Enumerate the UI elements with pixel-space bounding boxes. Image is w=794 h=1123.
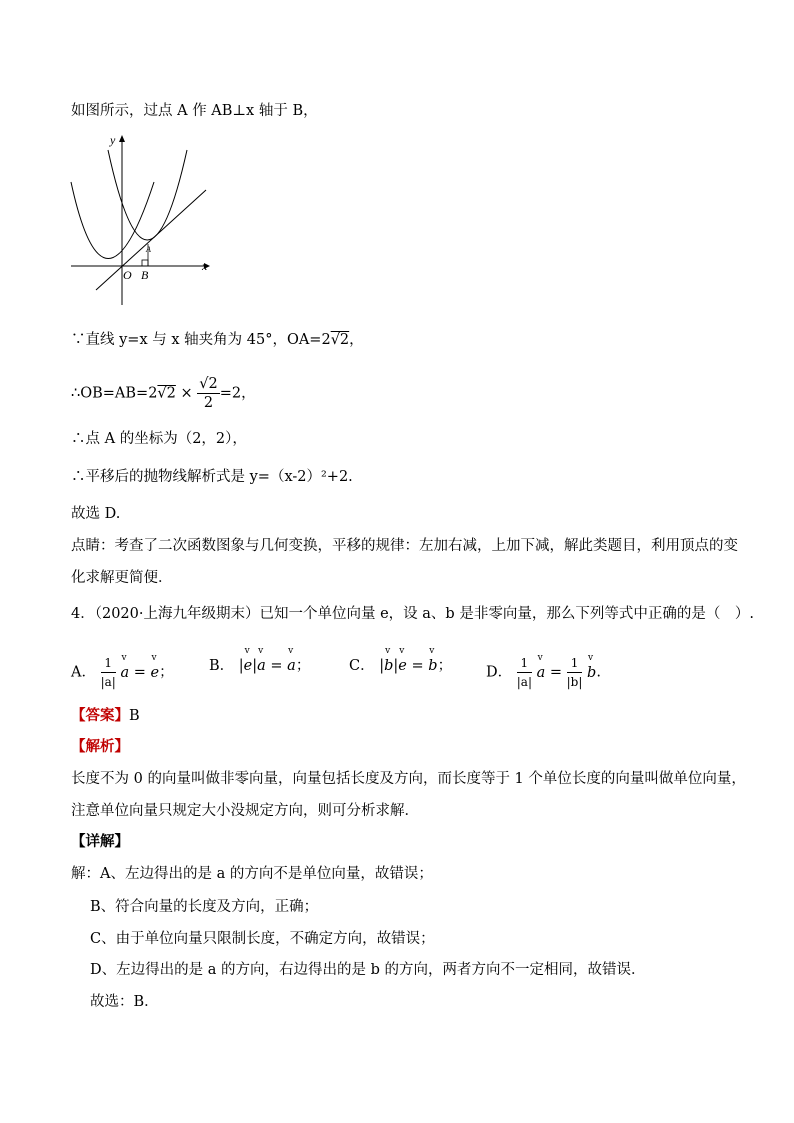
fraction-den: 2 bbox=[203, 395, 214, 411]
option-a-frac: $\frac{1}{|a|}$ bbox=[100, 656, 116, 689]
analysis-1: 长度不为 0 的向量叫做非零向量，向量包括长度及方向，而长度等于 1 个单位长度的向量叫做单位向量， bbox=[71, 771, 746, 787]
sqrt-term: √2 bbox=[330, 332, 350, 348]
detail-tag: 【详解】 bbox=[71, 833, 129, 850]
line-ob-end: =2， bbox=[219, 385, 256, 402]
translated-parabola bbox=[108, 150, 187, 240]
detail-1: 解：A、左边得出的是 a 的方向不是单位向量，故错误； bbox=[71, 866, 433, 882]
analysis-tag: 【解析】 bbox=[71, 738, 129, 755]
parabola-graph bbox=[66, 130, 216, 305]
option-d-label: D． bbox=[486, 664, 513, 681]
answer-value: B bbox=[129, 708, 140, 724]
fraction bbox=[197, 375, 219, 412]
option-b-label: B． bbox=[209, 658, 235, 674]
detail-5: 故选：B． bbox=[90, 994, 159, 1010]
option-c: C． |v b|v e = v b； bbox=[349, 654, 452, 675]
option-d: D． $\frac{1}{|a|}$ v a = $\frac{1}{|b|}$ v b. bbox=[486, 654, 601, 691]
line-angle-text: ∵直线 y=x 与 x 轴夹角为 45°，OA=2 bbox=[71, 332, 331, 348]
analysis-2: 注意单位向量只规定大小没规定方向，则可分析求解． bbox=[71, 803, 419, 819]
right-angle-mark bbox=[142, 260, 148, 266]
intro-line: 如图所示，过点 A 作 AB⊥x 轴于 B， bbox=[71, 103, 318, 119]
line-comment-2: 化求解更简便． bbox=[71, 570, 173, 586]
option-a-label: A． bbox=[71, 664, 96, 681]
line-ob-text: ∴OB=AB=2 bbox=[71, 385, 158, 402]
line-parabola: ∴平移后的抛物线解析式是 y=（x-2）²+2. bbox=[71, 469, 353, 485]
option-b: B． |v e|v a = v a； bbox=[209, 654, 310, 675]
option-a: A． $\frac{1}{|a|}$ v a = v e； bbox=[71, 654, 174, 691]
fraction-num: √2 bbox=[199, 376, 218, 392]
detail-2: B、符合向量的长度及方向，正确； bbox=[90, 899, 319, 915]
answer-line bbox=[71, 706, 140, 726]
times-sign: × bbox=[180, 385, 193, 402]
line-comment-1: 点睛：考查了二次函数图象与几何变换，平移的规律：左加右减，上加下减，解此类题目，利用顶点的变 bbox=[71, 538, 738, 554]
answer-tag: 【答案】 bbox=[71, 707, 129, 724]
y-axis-arrow bbox=[119, 135, 125, 142]
line-choose-d: 故选 D. bbox=[71, 506, 121, 522]
line-point-a: ∴点 A 的坐标为（2，2）， bbox=[71, 431, 247, 447]
line-y-eq-x bbox=[96, 190, 206, 290]
option-c-label: C． bbox=[349, 658, 375, 674]
original-parabola bbox=[71, 182, 154, 259]
line-angle-end: ， bbox=[349, 332, 364, 348]
label-x: x bbox=[202, 259, 208, 273]
label-b: B bbox=[141, 268, 149, 282]
line-angle bbox=[71, 330, 364, 350]
line-ob bbox=[71, 375, 256, 412]
options-row bbox=[71, 640, 711, 692]
detail-3: C、由于单位向量只限制长度，不确定方向，故错误； bbox=[90, 931, 435, 947]
sqrt-term-2: √2 bbox=[157, 385, 176, 402]
detail-4: D、左边得出的是 a 的方向，右边得出的是 b 的方向，两者方向不一定相同，故错误． bbox=[90, 962, 646, 978]
label-a: A bbox=[146, 245, 151, 254]
question-4: 4．（2020·上海九年级期末）已知一个单位向量 e，设 a、b 是非零向量，那么下列等式中正确的是（ ）. bbox=[71, 606, 754, 622]
label-o: O bbox=[123, 268, 132, 282]
label-y: y bbox=[110, 133, 116, 147]
